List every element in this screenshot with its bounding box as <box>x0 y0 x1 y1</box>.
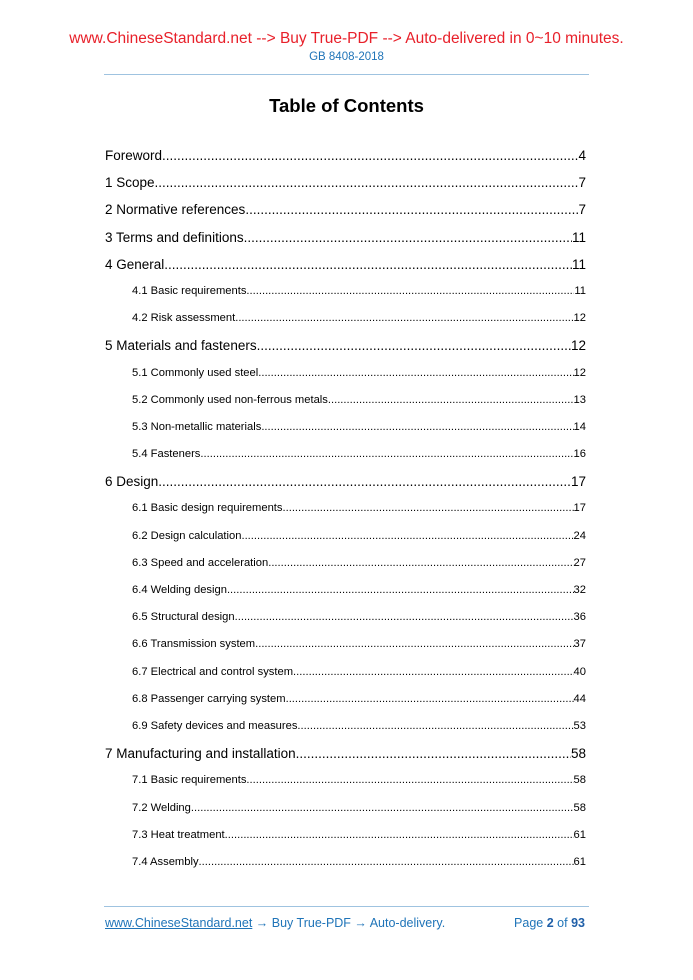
toc-entry[interactable] <box>105 849 586 876</box>
toc-entry[interactable] <box>105 767 586 794</box>
toc-leader-dots <box>235 305 573 332</box>
footer-tagline: → Buy True-PDF → Auto-delivery. <box>252 916 446 930</box>
toc-entry[interactable] <box>105 468 586 495</box>
toc-entry[interactable] <box>105 577 586 604</box>
toc-entry-label: 6.5 Structural design <box>132 611 235 624</box>
toc-entry[interactable] <box>105 142 586 169</box>
toc-leader-dots <box>235 604 574 631</box>
toc-entry-page: 7 <box>578 175 586 191</box>
toc-entry[interactable] <box>105 822 586 849</box>
toc-entry-page: 12 <box>573 312 586 325</box>
toc-entry[interactable] <box>105 251 586 278</box>
toc-leader-dots <box>296 740 571 767</box>
toc-leader-dots <box>293 659 574 686</box>
page-label: Page <box>514 916 544 930</box>
toc-entry[interactable] <box>105 550 586 577</box>
toc-entry-page: 32 <box>573 584 586 596</box>
toc-entry-page: 16 <box>573 448 586 461</box>
toc-leader-dots <box>241 523 573 550</box>
top-banner[interactable]: www.ChineseStandard.net --> Buy True-PDF --> Auto-delivered in 0~10 minutes. <box>69 30 624 47</box>
toc-entry-page: 27 <box>573 556 586 569</box>
header-divider <box>104 74 589 75</box>
toc-entry-label: 2 Normative references <box>105 202 246 218</box>
toc-entry-label: 4.1 Basic requirements <box>132 284 247 297</box>
footer-divider <box>104 906 589 907</box>
toc-leader-dots <box>225 822 574 849</box>
toc-entry-page: 11 <box>574 284 586 297</box>
toc-entry[interactable] <box>105 604 586 631</box>
toc-entry[interactable] <box>105 305 586 332</box>
toc-leader-dots <box>200 441 573 468</box>
toc-entry-page: 58 <box>573 774 586 787</box>
footer <box>105 916 585 930</box>
toc-entry-page: 7 <box>578 202 586 218</box>
toc-leader-dots <box>164 251 572 278</box>
toc-leader-dots <box>244 224 572 251</box>
toc-leader-dots <box>328 387 574 414</box>
page-current: 2 <box>546 916 554 930</box>
toc-entry-page: 11 <box>571 256 586 272</box>
toc-entry-label: 6.4 Welding design <box>132 584 227 596</box>
toc-leader-dots <box>297 713 573 740</box>
toc-entry-label: 6.6 Transmission system <box>132 638 256 651</box>
toc-entry-label: Foreword <box>105 148 163 163</box>
toc-leader-dots <box>257 332 571 359</box>
toc-leader-dots <box>191 795 574 822</box>
toc-entry-page: 61 <box>573 828 586 841</box>
toc-entry[interactable] <box>105 332 586 359</box>
toc-list <box>105 142 586 876</box>
toc-entry-label: 5.2 Commonly used non-ferrous metals <box>132 393 328 406</box>
toc-entry[interactable] <box>105 713 586 740</box>
toc-entry[interactable] <box>105 631 586 658</box>
toc-leader-dots <box>155 169 579 196</box>
toc-leader-dots <box>245 196 578 223</box>
toc-entry-label: 6.9 Safety devices and measures <box>132 719 298 732</box>
toc-entry-page: 12 <box>573 366 586 379</box>
page-total: 93 <box>571 916 585 930</box>
toc-entry[interactable] <box>105 414 586 441</box>
toc-entry-page: 11 <box>571 229 586 245</box>
toc-leader-dots <box>199 849 574 876</box>
toc-entry-page: 53 <box>573 719 586 732</box>
toc-entry-page: 58 <box>573 801 586 814</box>
footer-link[interactable]: www.ChineseStandard.net <box>105 916 253 930</box>
toc-entry-page: 17 <box>573 502 586 515</box>
toc-entry-label: 5.1 Commonly used steel <box>132 366 259 379</box>
toc-entry-page: 36 <box>573 611 586 624</box>
toc-entry-label: 6.2 Design calculation <box>132 529 242 542</box>
toc-entry-page: 40 <box>573 665 586 678</box>
toc-entry[interactable] <box>105 523 586 550</box>
page-of: of <box>557 916 568 930</box>
toc-entry-label: 6.7 Electrical and control system <box>132 665 294 678</box>
toc-entry-page: 12 <box>570 338 586 354</box>
toc-entry[interactable] <box>105 360 586 387</box>
toc-entry-label: 1 Scope <box>105 175 155 191</box>
toc-entry-label: 6.1 Basic design requirements <box>132 502 283 515</box>
toc-entry-label: 5.3 Non-metallic materials <box>132 420 262 433</box>
toc-entry-label: 5.4 Fasteners <box>132 448 201 461</box>
toc-entry-page: 13 <box>573 393 586 406</box>
toc-entry-label: 6 Design <box>105 474 159 490</box>
toc-entry[interactable] <box>105 441 586 468</box>
toc-entry[interactable] <box>105 196 586 223</box>
toc-leader-dots <box>162 142 578 169</box>
toc-entry-label: 7 Manufacturing and installation <box>105 746 296 762</box>
toc-entry-label: 4.2 Risk assessment <box>132 312 236 325</box>
toc-leader-dots <box>246 278 574 305</box>
toc-entry-label: 5 Materials and fasteners <box>105 338 257 354</box>
toc-entry[interactable] <box>105 659 586 686</box>
toc-entry-page: 24 <box>573 529 586 542</box>
toc-entry[interactable] <box>105 224 586 251</box>
toc-leader-dots <box>258 360 573 387</box>
toc-entry[interactable] <box>105 387 586 414</box>
toc-entry-page: 37 <box>573 638 586 651</box>
toc-leader-dots <box>158 468 571 495</box>
toc-entry-page: 58 <box>570 746 586 762</box>
toc-entry-label: 6.3 Speed and acceleration <box>132 556 269 569</box>
page-indicator <box>514 916 585 930</box>
toc-entry-label: 7.1 Basic requirements <box>132 774 247 787</box>
toc-leader-dots <box>268 550 573 577</box>
toc-entry-label: 3 Terms and definitions <box>105 229 244 245</box>
toc-entry-page: 17 <box>570 474 586 490</box>
toc-entry-page: 61 <box>573 855 586 868</box>
toc-leader-dots <box>283 495 574 522</box>
toc-leader-dots <box>246 767 573 794</box>
toc-entry-label: 7.3 Heat treatment <box>132 828 225 841</box>
toc-leader-dots <box>255 631 573 658</box>
toc-entry-label: 7.2 Welding <box>132 801 191 814</box>
toc-entry-label: 4 General <box>105 256 165 272</box>
toc-entry[interactable] <box>105 169 586 196</box>
toc-leader-dots <box>286 686 574 713</box>
toc-title: Table of Contents <box>269 95 424 116</box>
toc-entry-page: 44 <box>573 692 586 705</box>
toc-entry-page: 14 <box>573 420 586 433</box>
toc-entry[interactable] <box>105 795 586 822</box>
toc-leader-dots <box>227 577 574 604</box>
toc-entry[interactable] <box>105 740 586 767</box>
toc-entry[interactable] <box>105 495 586 522</box>
standard-number: GB 8408-2018 <box>309 51 384 63</box>
toc-entry-label: 6.8 Passenger carrying system <box>132 692 286 705</box>
toc-entry-label: 7.4 Assembly <box>132 855 199 868</box>
toc-entry[interactable] <box>105 686 586 713</box>
toc-leader-dots <box>261 414 573 441</box>
toc-entry[interactable] <box>105 278 586 305</box>
toc-entry-page: 4 <box>578 148 586 163</box>
